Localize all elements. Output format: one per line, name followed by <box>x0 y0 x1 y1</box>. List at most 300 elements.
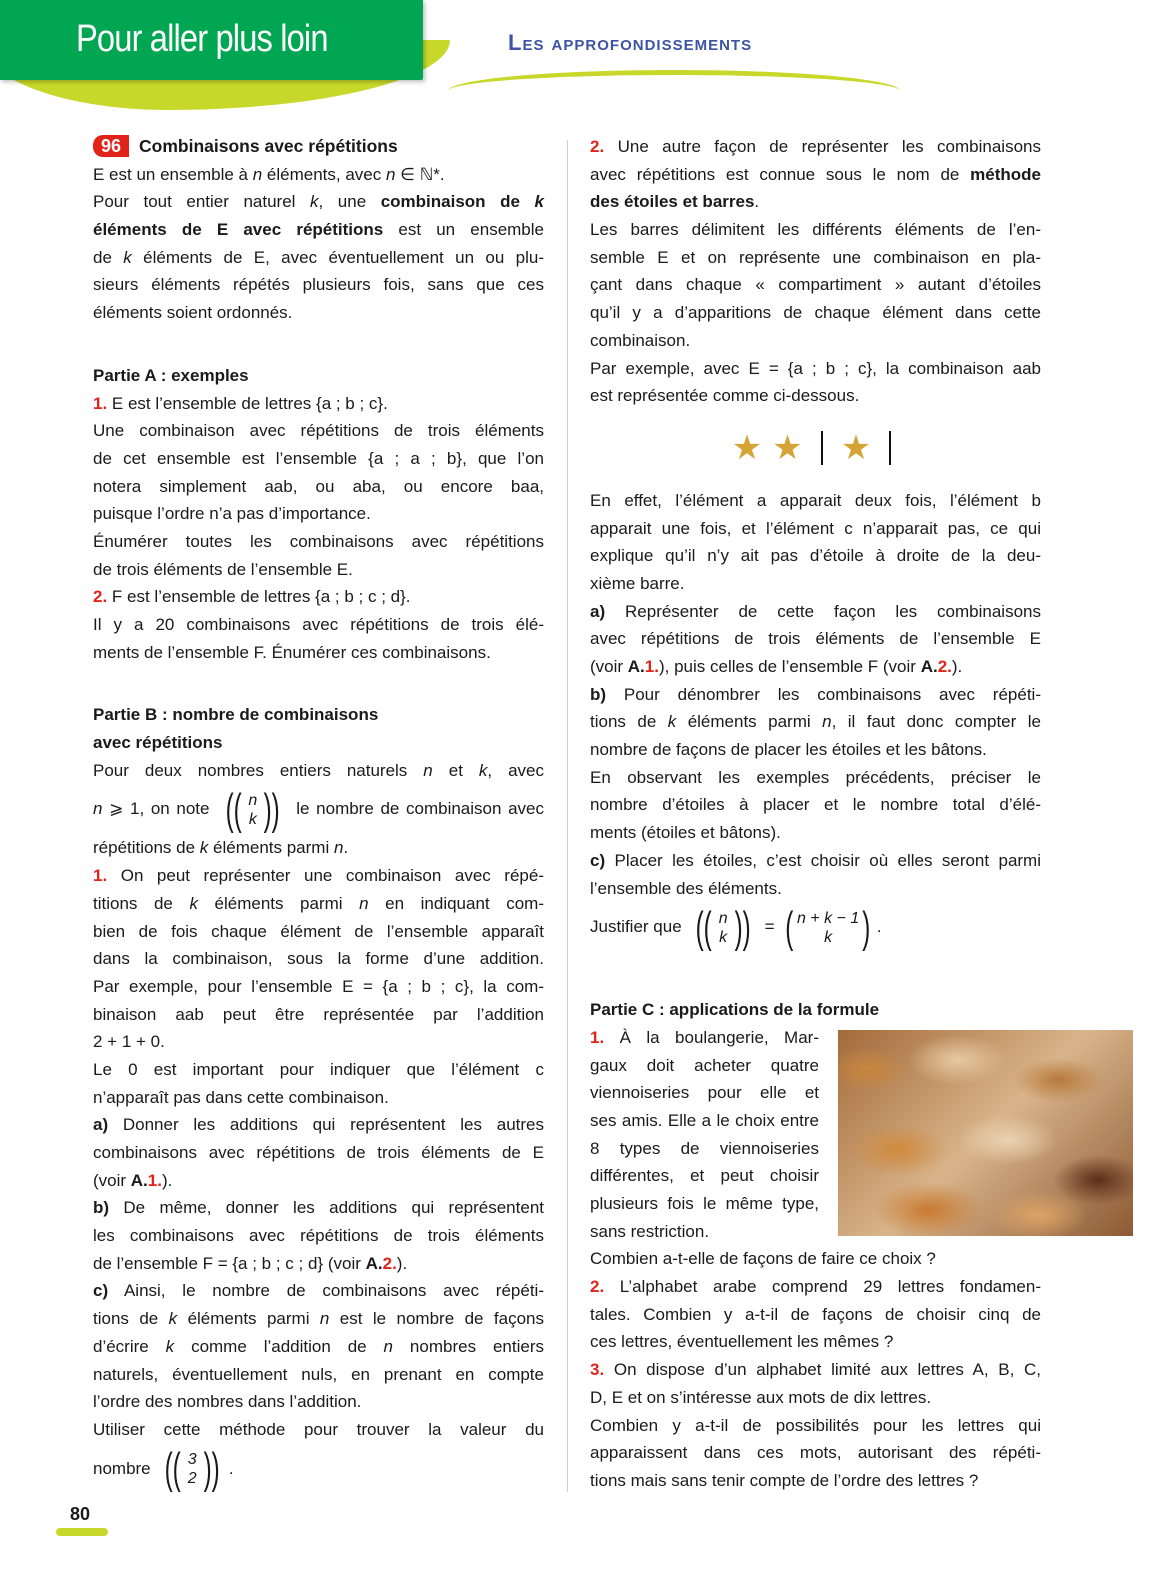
text-line <box>93 890 544 918</box>
text-run: éléments parmi <box>208 838 334 858</box>
text-run: En observant les exemples précédents, préciser le <box>590 767 1041 787</box>
text-line <box>93 299 544 327</box>
text-run: En effet, l’élément a apparait deux fois, l’élément b <box>590 490 1041 510</box>
text-line <box>93 271 544 299</box>
binomial-stack <box>188 1450 197 1488</box>
text-run: éléments, avec <box>262 164 386 184</box>
emphasis: des étoiles et barres <box>590 192 755 212</box>
binomial-top: n <box>718 909 728 927</box>
text-line <box>93 528 544 556</box>
text-line <box>93 417 544 445</box>
text-run: Donner les additions qui représentent les autres <box>108 1115 544 1135</box>
double-binomial <box>158 1444 226 1494</box>
text-run: binaison aab peut être représentée par l’addition <box>93 1004 544 1024</box>
paren-left: ( <box>785 902 794 952</box>
text-run: Pour dénombrer les combinaisons avec répéti- <box>606 684 1041 704</box>
text-run: tions mais sans tenir compte de l’ordre des lettres ? <box>590 1470 979 1490</box>
binomial-stack <box>719 909 728 947</box>
text-line <box>93 1111 544 1139</box>
emphasis: combinaison de <box>380 192 535 212</box>
text-run: 2 + 1 + 0. <box>93 1032 165 1052</box>
text-run: nombre d’étoiles à placer et le nombre total d’élé- <box>590 795 1041 815</box>
text-line <box>93 945 544 973</box>
math-variable: k <box>478 760 488 780</box>
text-line <box>590 1273 1041 1301</box>
text-run: n’apparaît pas dans cette combinaison. <box>93 1087 389 1107</box>
text-run: apparaissent dans ces mots, autorisant des répéti- <box>590 1443 1041 1463</box>
math-variable: n <box>383 1336 394 1356</box>
text-run: différentes, et peut choisir <box>590 1166 819 1186</box>
text-run: l’ensemble des éléments. <box>590 878 782 898</box>
section-heading: avec répétitions <box>93 733 223 753</box>
text-run: ∈ ℕ*. <box>395 164 445 184</box>
text-line <box>590 764 1041 792</box>
stars-and-bars-figure <box>590 410 1041 487</box>
text-run: , avec <box>487 760 544 780</box>
paragraph <box>590 1356 1041 1411</box>
paragraph <box>590 1245 1041 1273</box>
text-run: puisque l’ordre n’a pas d’importance. <box>93 504 371 524</box>
paragraph <box>590 764 1041 847</box>
text-run: = <box>759 917 780 937</box>
text-run: nombres entiers <box>393 1336 544 1356</box>
exercise-number-badge: 96 <box>93 135 129 157</box>
paragraph <box>93 417 544 528</box>
bar-divider <box>889 431 891 465</box>
text-run: éléments de E, avec éventuellement un ou plu- <box>131 247 544 267</box>
text-line <box>93 784 544 834</box>
item-number: 2. <box>937 657 952 676</box>
text-line <box>590 1356 1041 1384</box>
text-line <box>93 244 544 272</box>
double-binomial <box>219 784 287 834</box>
item-number: 2. <box>590 1277 605 1297</box>
text-line <box>93 445 544 473</box>
column-divider <box>567 140 568 1492</box>
text-run: combinaisons avec répétitions de trois éléments de E <box>93 1143 544 1162</box>
page-number-underline <box>56 1528 108 1536</box>
math-variable: n <box>93 799 103 819</box>
text-run: combinaison. <box>590 330 691 350</box>
text-run: 8 types de viennoiseries <box>590 1138 819 1158</box>
text-line <box>93 1139 544 1167</box>
text-run: Pour tout entier naturel <box>93 192 310 212</box>
paren-right: )) <box>263 784 281 834</box>
text-line <box>93 1222 544 1250</box>
text-run: éléments parmi <box>177 1309 320 1329</box>
text-line <box>93 1194 544 1222</box>
text-line <box>93 188 544 216</box>
text-run: explique qu’il n’y ait pas d’étoile à droite de la deu- <box>590 546 1041 566</box>
text-run: ), puis celles de l’ensemble F (voir <box>658 657 921 676</box>
text-line <box>93 1388 544 1416</box>
viennoiseries-photo <box>838 1030 1133 1236</box>
text-run: L’alphabet arabe comprend 29 lettres fondamen- <box>604 1277 1041 1297</box>
paragraph <box>93 1416 544 1494</box>
text-run: est le nombre de façons <box>329 1309 544 1329</box>
text-line <box>93 583 544 611</box>
binomial-top: 3 <box>187 1451 197 1469</box>
text-run: Pour deux nombres entiers naturels <box>93 760 424 780</box>
math-variable: k <box>667 712 677 732</box>
paragraph <box>590 355 1041 410</box>
text-run: semble E et on représente une combinaison en pla- <box>590 247 1041 267</box>
text-run: qu’il y a d’apparitions de chaque élément dans cette <box>590 303 1041 323</box>
item-number: 1. <box>644 657 659 676</box>
star-icon: ★ <box>840 429 872 468</box>
text-line <box>93 1250 544 1278</box>
text-line <box>590 355 1041 383</box>
text-run: ). <box>951 657 963 676</box>
binomial-bottom: 2 <box>187 1470 197 1488</box>
paragraph <box>590 847 1041 902</box>
text-run: apparait une fois, et l’élément c n’apparait pas, ce qui <box>590 518 1041 538</box>
text-run: de trois éléments de l’ensemble E. <box>93 559 353 579</box>
text-run: . <box>228 1458 234 1478</box>
text-line <box>93 1084 544 1112</box>
text-line <box>590 1107 819 1135</box>
text-run: Une combinaison avec répétitions de trois éléments <box>93 421 544 441</box>
text-line <box>590 653 1041 681</box>
binomial-top: n + k − 1 <box>796 909 860 927</box>
math-variable: k <box>189 893 198 913</box>
text-run: ces lettres, éventuellement les mêmes ? <box>590 1332 894 1352</box>
text-run: On dispose d’un alphabet limité aux lettres A, B, C, <box>604 1360 1041 1380</box>
text-run: F est l’ensemble de lettres {a ; b ; c ; d}. <box>107 587 411 607</box>
text-line <box>590 161 1041 189</box>
text-run: ments (étoiles et bâtons). <box>590 823 781 843</box>
text-run: nombre <box>93 1458 156 1478</box>
text-line <box>590 382 1041 410</box>
text-line <box>590 1079 819 1107</box>
emphasis: a) <box>93 1115 109 1135</box>
text-run: comme l’addition de <box>174 1336 384 1356</box>
binomial-stack <box>797 909 859 947</box>
paragraph <box>93 1111 544 1194</box>
text-run: xième barre. <box>590 573 685 593</box>
bar-divider <box>821 431 823 465</box>
emphasis: b) <box>590 684 607 704</box>
text-run: ). <box>161 1170 173 1190</box>
text-line <box>590 598 1041 626</box>
paragraph <box>93 1056 544 1111</box>
text-line <box>590 1218 819 1246</box>
text-run: tions de <box>590 712 668 732</box>
text-run: naturels, éventuellement nuls, en prenant en compte <box>93 1364 544 1384</box>
text-run: ). <box>396 1253 408 1273</box>
paragraph <box>93 862 544 1056</box>
text-line <box>93 1056 544 1084</box>
text-run: Les barres délimitent les différents éléments de l’en- <box>590 220 1041 240</box>
text-line <box>590 1439 1041 1467</box>
paragraph <box>590 902 1041 952</box>
double-binomial <box>689 902 757 952</box>
text-line <box>590 216 1041 244</box>
text-line <box>590 1024 819 1052</box>
text-line <box>93 639 544 667</box>
item-number: 2. <box>590 137 605 156</box>
text-run: E est un ensemble à <box>93 164 253 184</box>
paren-left: (( <box>164 1444 182 1494</box>
text-run: l’ordre des nombres dans l’addition. <box>93 1392 362 1412</box>
math-variable: k <box>168 1309 178 1329</box>
binomial-stack <box>248 791 257 829</box>
emphasis: a) <box>590 601 606 621</box>
emphasis: c) <box>93 1281 109 1301</box>
item-number: 2. <box>93 587 108 607</box>
paragraph <box>590 1273 1041 1356</box>
text-line <box>590 1052 819 1080</box>
text-run: titions de <box>93 893 190 913</box>
text-line <box>93 1416 544 1444</box>
text-line <box>590 1328 1041 1356</box>
text-line <box>590 1412 1041 1440</box>
paragraph <box>93 1277 544 1415</box>
paragraph <box>93 528 544 583</box>
text-run: de cet ensemble est l’ensemble {a ; a ; b}, que l’on <box>93 448 544 468</box>
math-variable: n <box>252 164 263 184</box>
text-run: À la boulangerie, Mar- <box>604 1027 819 1047</box>
text-run: viennoiseries pour elle et <box>590 1083 819 1103</box>
math-variable: n <box>333 838 344 858</box>
text-line <box>590 188 1041 216</box>
text-line <box>93 757 544 785</box>
text-line <box>93 611 544 639</box>
math-variable: n <box>319 1309 330 1329</box>
text-line <box>93 161 544 189</box>
text-line <box>590 1384 1041 1412</box>
text-line <box>93 1277 544 1305</box>
text-line <box>93 918 544 946</box>
emphasis: éléments de E avec répétitions <box>93 220 384 240</box>
binomial-bottom: k <box>824 928 833 946</box>
star-icon: ★ <box>772 429 803 468</box>
text-run: répétitions de <box>93 838 200 858</box>
text-line <box>590 1301 1041 1329</box>
text-run: Justifier que <box>590 917 687 937</box>
text-line <box>590 515 1041 543</box>
text-run: en indiquant com- <box>368 893 544 913</box>
emphasis: A. <box>130 1170 148 1190</box>
text-run: éléments parmi <box>197 893 360 913</box>
text-run: Utiliser cette méthode pour trouver la valeur du <box>93 1419 544 1439</box>
text-line <box>590 271 1041 299</box>
paragraph <box>590 216 1041 354</box>
text-run: avec répétitions est connue sous le nom de <box>590 164 971 184</box>
math-variable: n <box>423 760 433 780</box>
text-run: Placer les étoiles, c’est choisir où elles seront parmi <box>605 850 1041 870</box>
text-line <box>93 473 544 501</box>
text-run: sieurs éléments répétés plusieurs fois, sans que ces <box>93 275 544 295</box>
item-number: 1. <box>590 1027 605 1047</box>
text-run: , il faut donc compter le <box>831 712 1041 732</box>
paragraph <box>590 681 1041 764</box>
math-variable: n <box>359 893 369 913</box>
text-line <box>590 327 1041 355</box>
text-run: Par exemple, pour l’ensemble E = {a ; b ; c}, la com- <box>93 976 544 996</box>
text-run: . <box>754 192 760 212</box>
text-line <box>93 1361 544 1389</box>
paragraph <box>590 1412 1041 1495</box>
text-run: est un ensemble <box>383 220 544 240</box>
text-line <box>590 902 1041 952</box>
text-run: plusieurs fois le même type, <box>590 1194 819 1213</box>
star-icon: ★ <box>731 429 763 468</box>
paragraph <box>93 583 544 611</box>
text-line <box>590 244 1041 272</box>
text-run: de <box>93 247 124 267</box>
emphasis: A. <box>365 1253 383 1273</box>
text-line <box>590 1467 1041 1495</box>
text-line <box>590 133 1041 161</box>
text-run: E est l’ensemble de lettres {a ; b ; c}. <box>107 393 388 413</box>
text-line <box>590 736 1041 764</box>
math-variable: k <box>165 1336 175 1356</box>
item-number: 3. <box>590 1360 605 1380</box>
paragraph <box>93 757 544 862</box>
emphasis: b) <box>93 1198 110 1218</box>
text-run: les combinaisons avec répétitions de trois éléments <box>93 1226 544 1246</box>
text-run: Par exemple, avec E = {a ; b ; c}, la combinaison aab <box>590 358 1041 378</box>
paren-left: (( <box>225 784 242 834</box>
text-line <box>93 1444 544 1494</box>
text-run: gaux doit acheter quatre <box>590 1055 819 1075</box>
text-run: d’écrire <box>93 1336 166 1356</box>
text-line <box>590 1135 819 1163</box>
item-number: 1. <box>147 1170 162 1190</box>
text-run: (voir <box>93 1170 131 1190</box>
right-column <box>590 133 1041 1495</box>
text-run: ses amis. Elle a le choix entre <box>590 1110 819 1130</box>
text-run: De même, donner les additions qui représentent <box>109 1198 544 1218</box>
text-line <box>590 299 1041 327</box>
text-line <box>590 847 1041 875</box>
text-run: dans la combinaison, sous la forme d’une addition. <box>93 949 544 969</box>
text-line <box>93 390 544 418</box>
text-run: Combien a-t-elle de façons de faire ce choix ? <box>590 1249 936 1269</box>
math-variable: n <box>385 164 396 184</box>
text-run: Énumérer toutes les combinaisons avec répétitions <box>93 531 544 551</box>
text-run: çant dans chaque « compartiment » autant d’étoiles <box>590 275 1041 295</box>
text-line <box>93 1333 544 1361</box>
section-heading: Partie A : exemples <box>93 365 249 385</box>
math-variable: k <box>534 192 544 212</box>
text-line <box>93 556 544 584</box>
paragraph <box>93 188 544 326</box>
text-run: ⩾ 1, on note <box>102 799 217 819</box>
binomial <box>782 902 874 952</box>
text-run: D, E et on s’intéresse aux mots de dix lettres. <box>590 1387 932 1407</box>
emphasis: méthode <box>970 164 1041 184</box>
math-variable: k <box>199 838 209 858</box>
text-line <box>93 862 544 890</box>
text-line <box>93 1305 544 1333</box>
text-run: tions de <box>93 1309 169 1329</box>
exercise-title <box>93 133 544 161</box>
paren-right: ) <box>862 902 871 952</box>
text-line <box>590 681 1041 709</box>
paragraph <box>93 390 544 418</box>
text-run: Une autre façon de représenter les combinaisons <box>604 137 1041 156</box>
math-variable: k <box>123 247 132 267</box>
exercise-title-text: Combinaisons avec répétitions <box>139 136 398 156</box>
text-run: , une <box>318 192 381 212</box>
paragraph <box>590 133 1041 216</box>
paragraph <box>93 611 544 666</box>
text-run: ments de l’ensemble F. Énumérer ces combinaisons. <box>93 642 491 662</box>
text-line <box>93 973 544 1001</box>
text-line <box>590 1190 819 1218</box>
section-underline <box>448 70 900 91</box>
item-number: 2. <box>382 1253 397 1273</box>
text-line <box>590 487 1041 515</box>
text-line <box>93 216 544 244</box>
text-line <box>93 834 544 862</box>
text-run: On peut représenter une combinaison avec répé- <box>107 866 544 886</box>
text-run: Ainsi, le nombre de combinaisons avec répéti- <box>108 1281 544 1301</box>
text-line <box>590 1162 819 1190</box>
text-line <box>93 1028 544 1056</box>
math-variable: k <box>310 192 319 212</box>
paragraph <box>93 161 544 189</box>
text-line <box>93 1001 544 1029</box>
text-run: nombre de façons de placer les étoiles et les bâtons. <box>590 740 987 760</box>
emphasis: A. <box>627 657 645 676</box>
banner-title: Pour aller plus loin <box>76 18 328 60</box>
left-column <box>93 133 544 1494</box>
section-heading: Partie B : nombre de combinaisons <box>93 705 379 725</box>
paragraph <box>93 1194 544 1277</box>
text-line <box>590 542 1041 570</box>
text-line <box>590 625 1041 653</box>
paren-left: (( <box>695 902 713 952</box>
text-run: (voir <box>590 657 628 676</box>
text-line <box>590 875 1041 903</box>
header-banner <box>0 0 423 80</box>
paren-right: )) <box>734 902 751 952</box>
text-run: Combien y a-t-il de possibilités pour les lettres qui <box>590 1415 1041 1435</box>
text-line <box>590 791 1041 819</box>
emphasis: A. <box>920 657 938 676</box>
math-variable: n <box>822 712 832 732</box>
text-run: sans restriction. <box>590 1221 710 1241</box>
text-line <box>93 1167 544 1195</box>
text-run: le nombre de combinaison avec <box>289 799 544 819</box>
text-run: et <box>432 760 479 780</box>
page-number: 80 <box>70 1504 91 1524</box>
paragraph <box>590 598 1041 681</box>
text-run: notera simplement aab, ou aba, ou encore baa, <box>93 476 544 496</box>
text-run: . <box>876 917 882 937</box>
text-line <box>590 708 1041 736</box>
section-title: Les approfondissements <box>508 30 753 55</box>
text-run: Le 0 est important pour indiquer que l’élément c <box>93 1059 544 1079</box>
text-run: est représentée comme ci-dessous. <box>590 386 860 406</box>
item-number: 1. <box>93 866 108 886</box>
text-run: Il y a 20 combinaisons avec répétitions de trois élé- <box>93 615 544 634</box>
paren-right: )) <box>203 1444 220 1494</box>
text-line <box>590 819 1041 847</box>
text-run: avec répétitions de trois éléments de l’ensemble E <box>590 629 1041 649</box>
text-run: de l’ensemble F = {a ; b ; c ; d} (voir <box>93 1253 366 1273</box>
text-run: Représenter de cette façon les combinaisons <box>605 601 1041 621</box>
item-number: 1. <box>93 393 108 413</box>
emphasis: c) <box>590 850 606 870</box>
text-run: bien de fois chaque élément de l’ensemble apparaît <box>93 921 544 941</box>
text-run: . <box>343 838 349 858</box>
binomial-bottom: k <box>248 810 257 828</box>
binomial-top: n <box>248 791 258 809</box>
